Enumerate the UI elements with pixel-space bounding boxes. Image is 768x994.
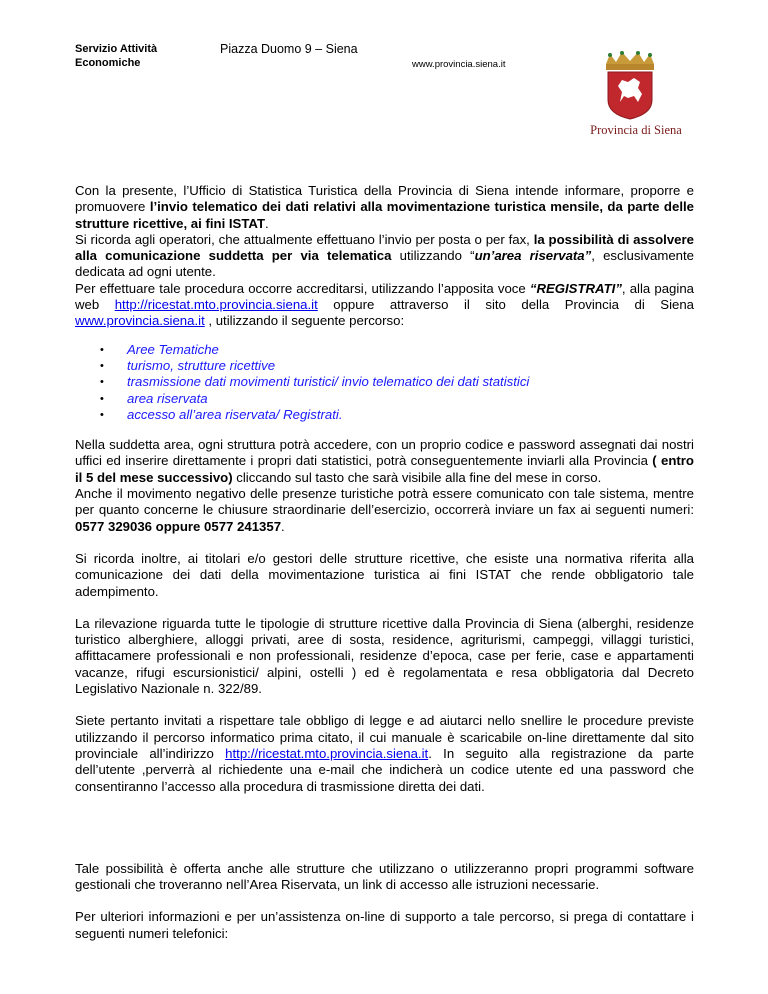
office-address: Piazza Duomo 9 – Siena xyxy=(220,42,358,56)
logo-label: Provincia di Siena xyxy=(590,123,682,137)
paragraph-regulation: Si ricorda inoltre, ai titolari e/o gestori delle strutture ricettive, che esiste una normativa riferita alla comunicazione dei dati della movimentazione turistica ai fini ISTAT che rende obbligatorio tale adempimento. xyxy=(75,550,694,599)
paragraph-reminder: Si ricorda agli operatori, che attualmente effettuano l’invio per posta o per fax, la possibilità di assolvere alla comunicazione suddetta per via telematica utilizzando “un’area riservata”, esclusivamente dedicata ad ogni utente. xyxy=(75,231,694,280)
paragraph-intro: Con la presente, l’Ufficio di Statistica Turistica della Provincia di Siena intende informare, proporre e promuovere l’invio telematico dei dati relativi alla movimentazione turistica mensile, da parte delle strutture ricettive, ai fini ISTAT. xyxy=(75,183,694,231)
path-item: • area riservata xyxy=(127,391,694,407)
provincia-crest-icon xyxy=(600,50,660,120)
ricestat-link[interactable]: http://ricestat.mto.provincia.siena.it xyxy=(114,297,318,313)
header-website: www.provincia.siena.it xyxy=(412,59,506,70)
paragraph-access: Nella suddetta area, ogni struttura potrà accedere, con un proprio codice e password assegnati dai nostri uffici ed inserire direttamente i propri dati statistici, potrà conseguentemente inviarli alla Provincia ( entro il 5 del mese successivo) cliccando sul tasto che sarà visibile alla fine del mese in corso. xyxy=(75,437,694,485)
fax-numbers: 0577 329036 oppure 0577 241357 xyxy=(75,518,282,534)
provincia-website-link[interactable]: www.provincia.siena.it xyxy=(75,313,205,329)
paragraph-software: Tale possibilità è offerta anche alle strutture che utilizzano o utilizzeranno propri programmi software gestionali che troveranno nell’Area Riservata, un link di accesso alle istruzioni necessarie. xyxy=(75,860,694,893)
paragraph-registration: Per effettuare tale procedura occorre accreditarsi, utilizzando l’apposita voce “REGISTRATI”, alla pagina web http://ricestat.mto.provincia.siena.it oppure attraverso il sito della Provincia di Siena www.provincia.siena.it , utilizzando il seguente percorso: xyxy=(75,280,695,329)
office-line-1: Servizio Attività xyxy=(75,43,158,55)
path-item: • Aree Tematiche xyxy=(127,342,694,358)
path-item: • accesso all’area riservata/ Registrati. xyxy=(127,407,694,423)
path-item: • turismo, strutture ricettive xyxy=(127,358,694,374)
office-line-2: Economiche xyxy=(75,57,141,69)
paragraph-negative-movement: Anche il movimento negativo delle presenze turistiche potrà essere comunicato con tale sistema, mentre per quanto concerne le chiusure straordinarie dell’esercizio, occorrerà inviare un fax ai seguenti numeri: 0577 329036 oppure 0577 241357. xyxy=(75,486,694,534)
paragraph-survey-scope: La rilevazione riguarda tutte le tipologie di strutture ricettive dalla Provincia di Siena (alberghi, residenze turistico alberghiere, alloggi privati, aree di sosta, residence, agriturismi, campeggi, villaggi turistici, affittacamere professionali e non professionali, residenze d’epoca, case per ferie, case e appartamenti vacanze, rifugi escursionistici/ alpini, ostelli ) ed è regolamentata e resa obbligatoria dal Decreto Legislativo Nazionale n. 322/89. xyxy=(75,615,694,697)
navigation-path-list xyxy=(75,342,694,423)
path-item: • trasmissione dati movimenti turistici/ invio telematico dei dati statistici xyxy=(127,374,694,390)
ricestat-manual-link[interactable]: http://ricestat.mto.provincia.siena.it xyxy=(225,745,429,761)
letter-body xyxy=(75,183,694,942)
office-name xyxy=(75,42,157,70)
paragraph-instructions: Siete pertanto invitati a rispettare tale obbligo di legge e ad aiutarci nello snellire le procedure previste utilizzando il percorso informatico prima citato, il cui manuale è scaricabile on-line direttamente dal sito provinciale all’indirizzo http://ricestat.mto.provincia.siena.it. In seguito alla registrazione da parte dell’utente ,perverrà al richiedente una e-mail che indicherà un codice utente ed una password che consentiranno l’accesso alla procedura di trasmissione diretta dei dati. xyxy=(75,713,694,794)
paragraph-contacts: Per ulteriori informazioni e per un’assistenza on-line di supporto a tale percorso, si prega di contattare i seguenti numeri telefonici: xyxy=(75,909,694,941)
crown-icon xyxy=(606,51,654,70)
